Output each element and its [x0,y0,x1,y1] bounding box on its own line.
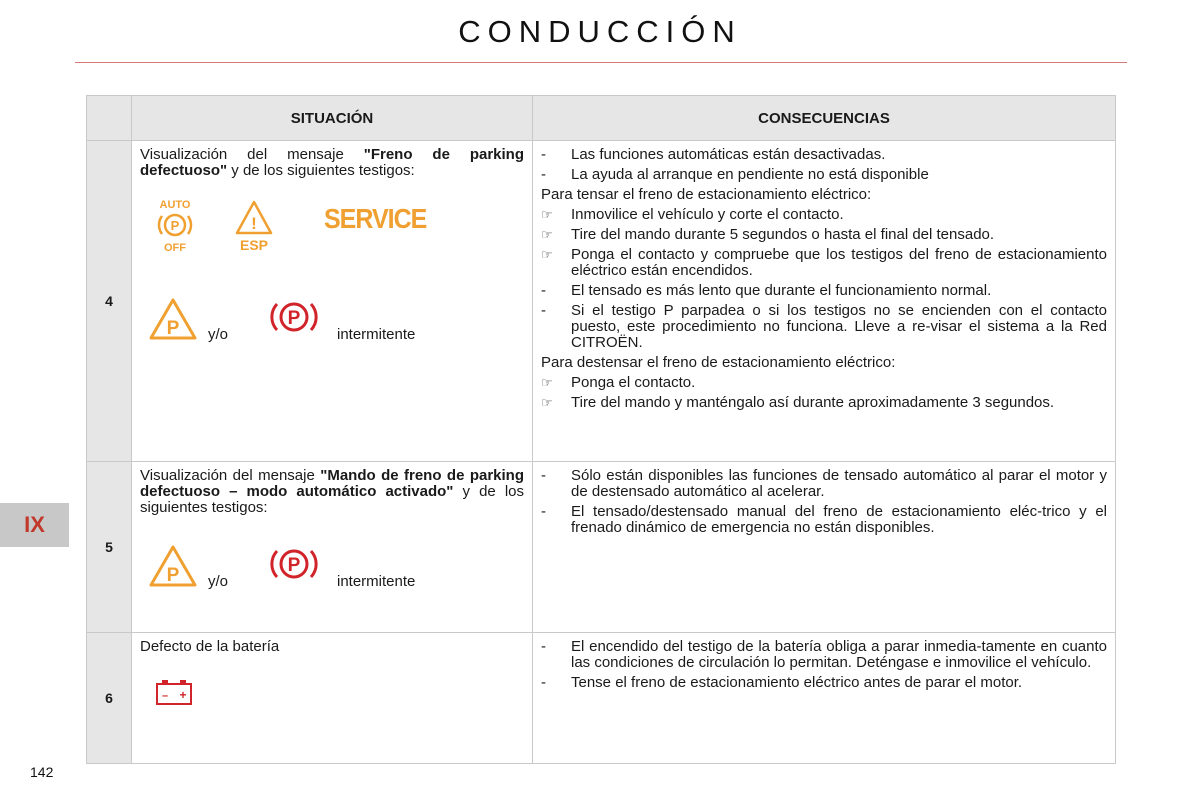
parking-brake-red-icon [270,544,318,584]
consequence-text: Ponga el contacto. [571,374,696,391]
consequence-text: Tire del mando durante 5 segundos o hasta el final del tensado. [571,226,995,243]
dash-marker: - [541,166,546,183]
situation-text: Visualización del mensaje "Freno de parking defectuoso" y de los siguientes testigos: [140,146,524,179]
consequence-text: La ayuda al arranque en pendiente no está disponible [571,166,929,183]
situation-table [86,95,1116,764]
situation-header: SITUACIÓN [132,96,533,141]
situation-text: Defecto de la batería [140,638,280,655]
parking-brake-warning-icon [148,544,198,588]
consequence-item [541,167,1107,183]
consequence-item [541,303,1107,351]
consequence-text: Las funciones automáticas están desactivadas. [571,146,886,163]
consequences-list [541,468,1107,536]
page-title: CONDUCCIÓN [458,14,742,49]
title-divider [75,62,1127,63]
pointing-hand-icon: ☞ [541,375,553,390]
flashing-label: intermitente [337,573,416,590]
consequence-text: Tire del mando y manténgalo así durante aproximadamente 3 segundos. [571,394,1055,411]
consequence-text: Ponga el contacto y compruebe que los testigos del freno de estacionamiento eléctrico están encendidos. [571,246,1107,279]
parking-brake-red-icon [270,297,318,337]
consequence-item [541,468,1107,500]
consequence-text: Inmovilice el vehículo y corte el contacto. [571,206,844,223]
consequence-item [541,395,1107,411]
consequence-item [541,639,1107,671]
auto-parking-brake-off-icon [152,197,198,253]
pointing-hand-icon: ☞ [541,207,553,222]
number-header [87,96,132,141]
situation-text: Visualización del mensaje "Mando de freno de parking defectuoso – modo automático activado" y de los siguientes testigos: [140,467,525,516]
pointing-hand-icon: ☞ [541,247,553,262]
row-number: 5 [87,462,132,633]
battery-plus-label: + [179,688,187,702]
page-number: 142 [30,764,54,780]
dash-marker: - [541,467,546,484]
table-header-row [87,96,1116,141]
consequence-text: El encendido del testigo de la batería obliga a parar inmedia-tamente en cuanto las condiciones de circulación lo permitan. Deténgase e inmovilice el vehículo. [571,638,1107,671]
consequence-item [541,675,1107,691]
consequences-list [541,639,1107,691]
dash-marker: - [541,146,546,163]
and-or-label: y/o [208,573,229,590]
pointing-hand-icon: ☞ [541,395,553,410]
table-row [87,633,1116,764]
battery-minus-label: – [161,690,169,702]
battery-warning-icon [154,678,194,706]
consequences-cell [533,462,1116,633]
consequence-text: Tense el freno de estacionamiento eléctrico antes de parar el motor. [571,674,1023,691]
and-or-label: y/o [208,326,229,343]
row-number: 4 [87,141,132,462]
esp-label: ESP [239,237,269,253]
consequences-cell [533,633,1116,764]
consequence-heading: Para destensar el freno de estacionamiento eléctrico: [541,354,896,371]
situation-cell [132,141,533,462]
svg-text:P: P [170,218,180,233]
consequence-item [541,283,1107,299]
svg-text:P: P [166,565,180,586]
dash-marker: - [541,282,546,299]
consequence-item [541,147,1107,163]
esp-warning-icon [234,199,274,253]
svg-text:!: ! [251,214,257,233]
consequence-item [541,504,1107,536]
auto-label: AUTO [159,199,191,211]
situation-cell [132,633,533,764]
consequence-text: Sólo están disponibles las funciones de tensado automático al parar el motor y de destensado automático al acelerar. [571,467,1107,500]
situation-cell [132,462,533,633]
svg-text:P: P [287,555,301,576]
dash-marker: - [541,503,546,520]
table-row [87,141,1116,462]
parking-brake-warning-icon [148,297,198,341]
consequence-item [541,375,1107,391]
consequence-text: Si el testigo P parpadea o si los testigos no se encienden con el contacto puesto, este procedimiento no funciona. Lleve a re-visar el sistema a la Red CITROËN. [571,302,1107,351]
off-label: OFF [164,242,186,253]
dash-marker: - [541,302,546,319]
service-warning-icon: SERVICE [324,203,427,235]
parking-warning-row [140,297,524,357]
consequences-cell [533,141,1116,462]
consequences-header: CONSECUENCIAS [533,96,1116,141]
svg-text:P: P [287,308,301,329]
flashing-label: intermitente [337,326,416,343]
consequence-item [541,247,1107,279]
consequence-text: El tensado/destensado manual del freno de estacionamiento eléc-trico y el frenado dinámico de emergencia no están disponibles. [571,503,1107,536]
dash-marker: - [541,674,546,691]
pointing-hand-icon: ☞ [541,227,553,242]
dash-marker: - [541,638,546,655]
consequence-heading: Para tensar el freno de estacionamiento eléctrico: [541,186,872,203]
consequence-item [541,227,1107,243]
row-number: 6 [87,633,132,764]
svg-text:P: P [166,318,180,339]
warning-lights-row [140,197,524,267]
table-row [87,462,1116,633]
parking-warning-row [140,544,524,604]
consequence-text: El tensado es más lento que durante el funcionamiento normal. [571,282,992,299]
consequence-item [541,207,1107,223]
chapter-tab: IX [0,503,69,547]
consequences-list [541,147,1107,411]
